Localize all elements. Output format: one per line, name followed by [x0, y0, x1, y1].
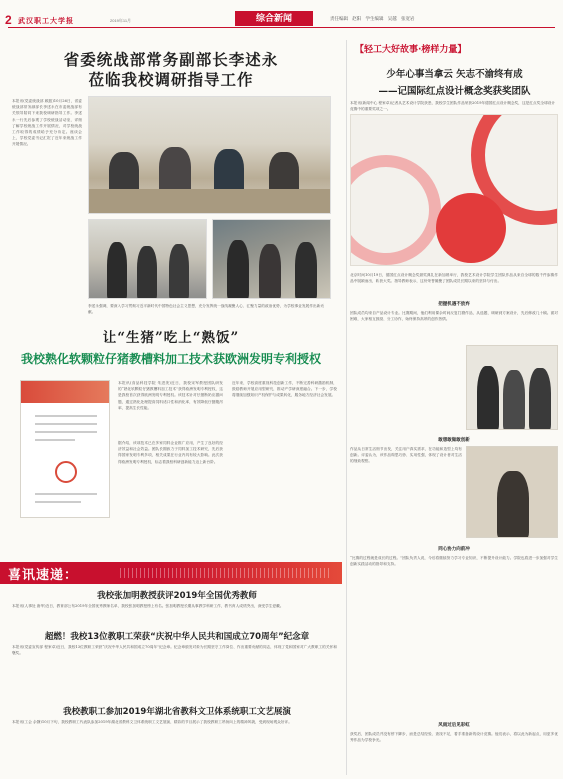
- feature-body4: “比赛的过程就是成长的过程。”团队负责人说，今后将继续努力学习专业知识，不断提升设计能力。学院也将进一步加强对学生创新实践活动的指导和支持。: [350, 556, 558, 567]
- article2-body-col3: 近年来，学校高度重视科技创新工作，不断完善科研激励机制，鼓励教师开展应用型研究，推动产学研深度融合。下一步，学校将继续加强知识产权保护与成果转化，服务地方经济社会发展。: [232, 381, 337, 398]
- column-divider: [346, 40, 347, 775]
- article2-body-col2: 据介绍，该项技术已在多家饲料企业推广应用，产生了良好的经济效益和社会效益。团队长期致力于饲料加工技术研究，先后获得国家发明专利多项，相关成果在行业内具有较大影响。此次获得欧洲发明专利授权，标志着我校科研创新能力迈上新台阶。: [118, 441, 223, 464]
- article2-title: 我校熟化软颗粒仔猪教槽料加工技术获欧洲发明专利授权: [20, 352, 321, 366]
- meeting-photo: [88, 96, 331, 214]
- feature-section3: 同心协力向前冲: [438, 547, 470, 552]
- feature-tag: 【轻工大好故事·榜样力量】: [355, 45, 467, 55]
- brief2-title: 超燃！我校13位教职工荣获“庆祝中华人民共和国成立70周年”纪念章: [44, 632, 310, 642]
- feature-body1: 北京时间10月19日，德国红点设计概念奖颁奖典礼在新加坡举行，我校艺术设计学院学生团队作品从来自全球的数千件参赛作品中脱颖而出，斩获大奖。指导教师表示，这份荣誉凝聚了团队成员长期以来的坚持与付出。: [350, 273, 558, 284]
- article2-subtitle: 让“生猪”吃上“熟饭”: [102, 330, 240, 346]
- news-flash-label: 喜讯速递：: [8, 568, 79, 583]
- patent-certificate-image: [20, 380, 110, 518]
- article1-title-line1: 省委统战部常务副部长李述永: [63, 50, 279, 69]
- feature-body2: 团队成员均来自产品设计专业。比赛期间，他们利用课余时间反复打磨作品，从选题、调研到方案设计，先后修改几十稿。面对困难，大家相互鼓励、分工协作，始终保持高昂的创作热情。: [350, 311, 558, 322]
- article1-title-line2: 莅临我校调研指导工作: [88, 70, 254, 89]
- banner-pattern: [120, 568, 330, 578]
- brief1-title: 我校张加明教授获评2019年全国优秀教师: [97, 591, 257, 601]
- team-photo-1: [466, 345, 558, 430]
- paper-name: 武汉职工大学报: [18, 16, 74, 25]
- feature-section2: 敢想敢做敢创新: [438, 438, 470, 443]
- feature-subtitle: ——记国际红点设计概念奖获奖团队: [378, 86, 531, 97]
- brief3-body: 本报讯(工会 余静)10月下旬，我校教职工代表队参加2019年湖北省教科文卫体系统职工文艺展演，精彩的节目展示了我校教职工昂扬向上的精神风貌，受到现场观众好评。: [12, 720, 292, 724]
- feature-body5: 获奖后，团队成员并没有停下脚步，而是总结经验、查找不足，着手准备新的设计竞赛。他们表示，将以此为新起点，用更多优秀作品为学校争光。: [350, 732, 558, 743]
- page-number: 2: [5, 13, 12, 27]
- feature-body3: 作品从日常生活细节出发，关注用户真实需求，在功能和造型上均有创新。评委认为，该作品构思巧妙、实用性强，体现了设计者对生活的细致观察。: [350, 447, 462, 464]
- feature-intro: 本报讯(新闻中心 程家卓)记者从艺术设计学院获悉，我校学生团队作品荣获2019年德国红点设计概念奖，这是红点奖全球设计竞赛中的重要奖项之一。: [350, 101, 556, 111]
- article2-body-col1: 本报讯(食品科技学院 朱进美)近日，我校宋军教授团队研发的“熟化软颗粒仔猪教槽料加工技术”获得欧洲发明专利授权，这是我校首次获得欧洲发明专利授权。该技术针对仔猪断奶应激问题，通过熟化处理提高饲料适口性和消化率，有效降低仔猪腹泻率，提高生长性能。: [118, 381, 223, 410]
- feature-title: 少年心事当拿云 矢志不渝终有成: [386, 69, 523, 80]
- editor-credits: 责任编辑 赵阳 学生编辑 吴越 张宽岩: [330, 16, 415, 21]
- brief2-body: 本报讯(党委宣传部 程家卓)近日，我校13位教职工荣获“庆祝中华人民共和国成立70周年”纪念章。纪念章颁发对象为长期坚守工作岗位、作出重要贡献的同志，体现了党和国家对广大教职工的关怀和褒奖。: [12, 645, 337, 655]
- visit-photo-right: [212, 219, 331, 299]
- news-flash-banner: [0, 562, 342, 584]
- article1-headline: [12, 50, 330, 90]
- brief3-title: 我校教职工参加2019年湖北省教科文卫体系统职工文艺展演: [63, 707, 291, 717]
- feature-section1: 把握机遇不放弃: [438, 302, 470, 307]
- article1-tail: 李述永强调，要深入学习贯彻习近平新时代中国特色社会主义思想，充分发挥统一战线凝聚人心、汇聚力量的政治优势，为学校事业发展作出新贡献。: [88, 304, 324, 315]
- feature-section4: 风雨过后见彩虹: [438, 723, 470, 728]
- page-header: [0, 0, 563, 34]
- header-divider: [8, 27, 555, 28]
- team-photo-2: [466, 446, 558, 538]
- visit-photo-left: [88, 219, 207, 299]
- article1-body: 本报讯(党委统战部 顾振)10月26日，省委统战部常务副部长李述永在市委统战部有关领导陪同下来我校调研指导工作。李述永一行先后参观了学校统战活动室，详细了解学校统战工作开展情况，对学校统战工作取得的成绩给予充分肯定。座谈会上，学校党委书记汇报了近年来统战工作开展情况。: [12, 99, 82, 147]
- section-tab: 综合新闻: [235, 11, 313, 26]
- issue-date: 2019年11月: [110, 18, 132, 23]
- award-logo-image: [350, 114, 558, 266]
- brief1-body: 本报讯(人事处 唐华)近日，教育部公布2019年全国优秀教师名单，我校张加明教授榜上有名。张加明教授长期从事教学科研工作，教书育人成绩突出，深受学生爱戴。: [12, 604, 284, 608]
